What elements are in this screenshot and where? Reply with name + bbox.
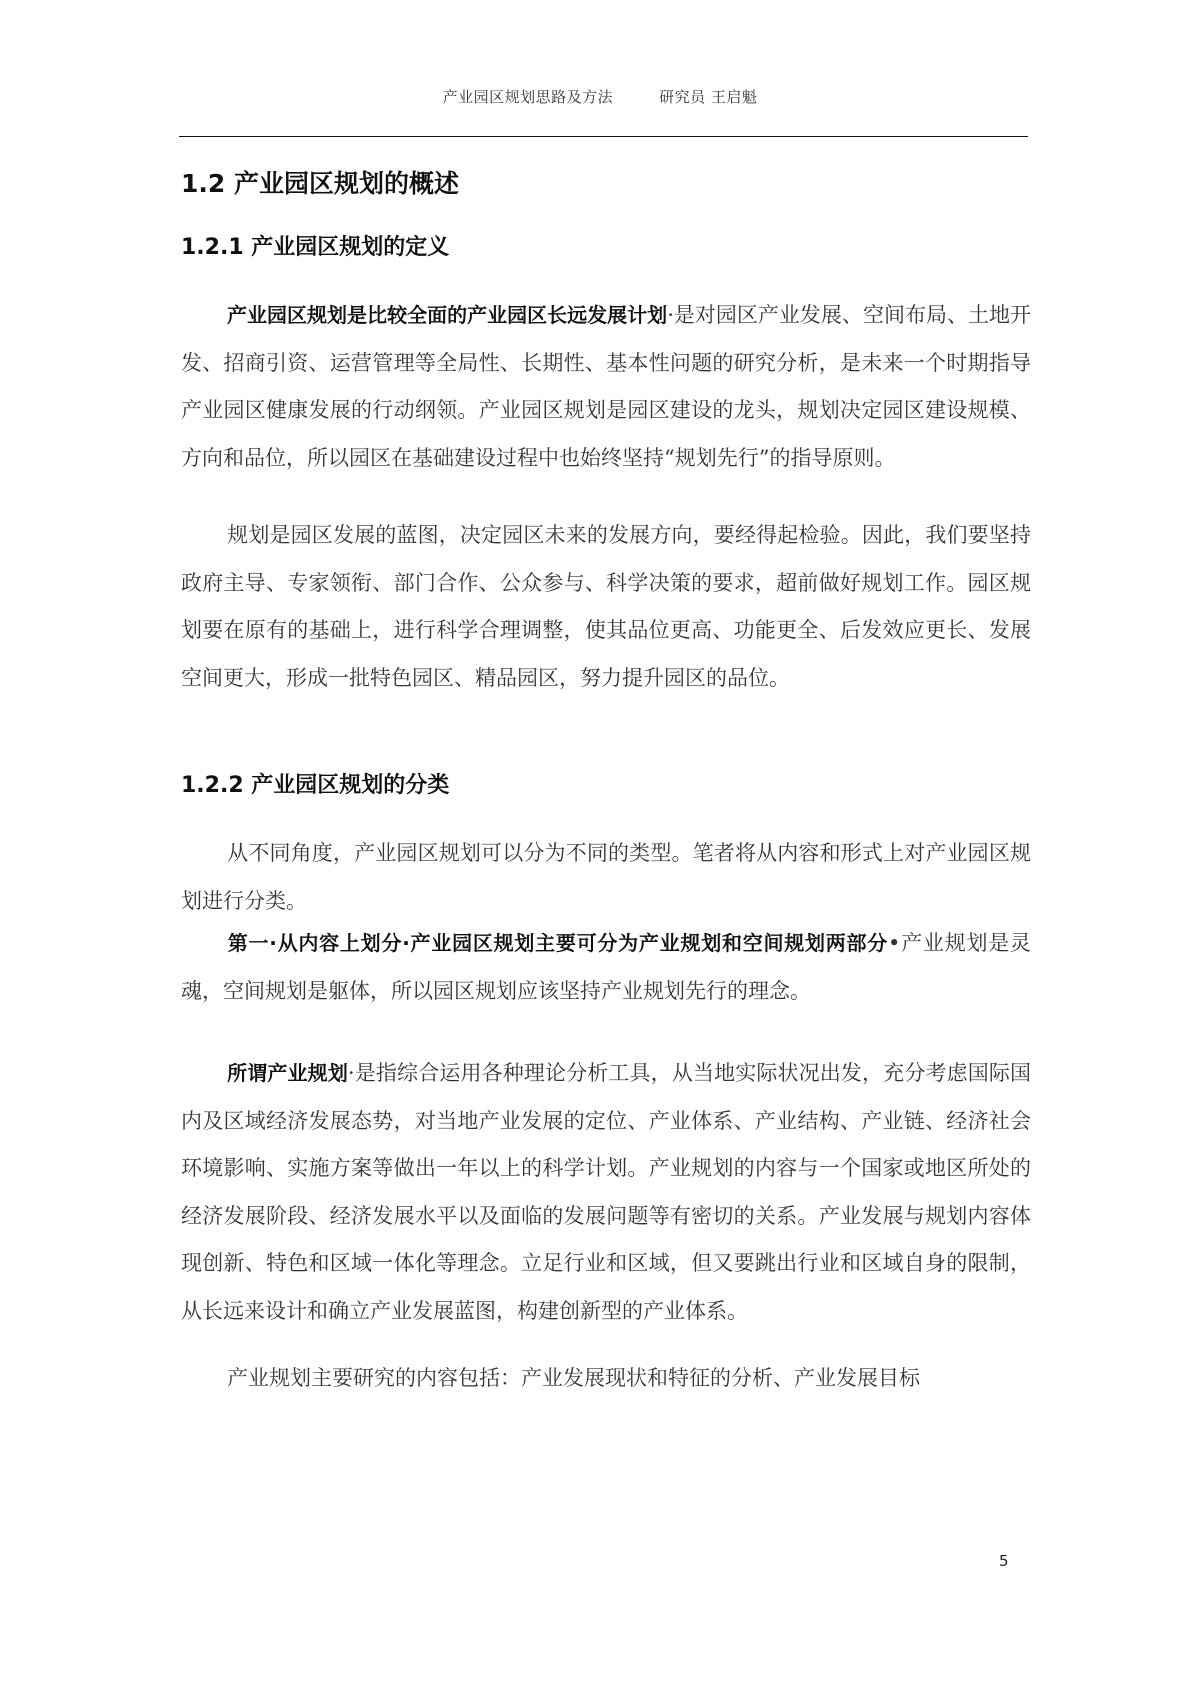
definition-bold-lead: 产业园区规划是比较全面的产业园区长远发展计划 — [227, 303, 668, 327]
header-title: 产业园区规划思路及方法 — [442, 88, 614, 106]
paragraph-industry-planning — [181, 1050, 1031, 1335]
blueprint-body: 规划是园区发展的蓝图，决定园区未来的发展方向，要经得起检验。因此，我们要坚持政府主导、专家领衔、部门合作、公众参与、科学决策的要求，超前做好规划工作。园区规划要在原有的基础上，进行科学合理调整，使其品位更高、功能更全、后发效应更长、发展空间更大，形成一批特色园区、精品园区，努力提升园区的品位。 — [181, 523, 1031, 690]
header-author: 研究员 王启魁 — [659, 88, 758, 106]
section-heading-1-2-1: 1.2.1 产业园区规划的定义 — [181, 235, 450, 260]
research-contents-body: 产业规划主要研究的内容包括：产业发展现状和特征的分析、产业发展目标 — [227, 1366, 920, 1390]
definition-body: ·是对园区产业发展、空间布局、土地开发、招商引资、运营管理等全局性、长期性、基本性问题的研究分析，是未来一个时期指导产业园区健康发展的行动纲领。产业园区规划是园区建设的龙头，规划决定园区建设规模、方向和品位，所以园区在基础建设过程中也始终坚持“规划先行”的指导原则。 — [181, 303, 1031, 470]
header-divider — [179, 136, 1028, 137]
paragraph-definition — [181, 292, 1031, 482]
paragraph-research-contents — [181, 1355, 1031, 1403]
page-number: 5 — [999, 1552, 1009, 1570]
content-division-bold-lead: 第一·从内容上划分·产业园区规划主要可分为产业规划和空间规划两部分 — [227, 931, 889, 955]
section-heading-1-2: 1.2 产业园区规划的概述 — [181, 169, 459, 198]
running-header — [0, 86, 1200, 107]
paragraph-content-division — [181, 920, 1031, 1015]
paragraph-classification-intro — [181, 830, 1031, 925]
industry-planning-body: ·是指综合运用各种理论分析工具，从当地实际状况出发，充分考虑国际国内及区域经济发展态势，对当地产业发展的定位、产业体系、产业结构、产业链、经济社会环境影响、实施方案等做出一年以上的科学计划。产业规划的内容与一个国家或地区所处的经济发展阶段、经济发展水平以及面临的发展问题等有密切的关系。产业发展与规划内容体现创新、特色和区域一体化等理念。立足行业和区域，但又要跳出行业和区域自身的限制，从长远来设计和确立产业发展蓝图，构建创新型的产业体系。 — [181, 1061, 1032, 1323]
section-heading-1-2-2: 1.2.2 产业园区规划的分类 — [181, 773, 450, 798]
content-division-body: •产业规划是灵魂，空间规划是躯体，所以园区规划应该坚持产业规划先行的理念。 — [181, 931, 1031, 1003]
paragraph-blueprint — [181, 512, 1031, 702]
industry-planning-bold-lead: 所谓产业规划 — [227, 1061, 348, 1085]
classification-intro-body: 从不同角度，产业园区规划可以分为不同的类型。笔者将从内容和形式上对产业园区规划进行分类。 — [181, 841, 1031, 913]
